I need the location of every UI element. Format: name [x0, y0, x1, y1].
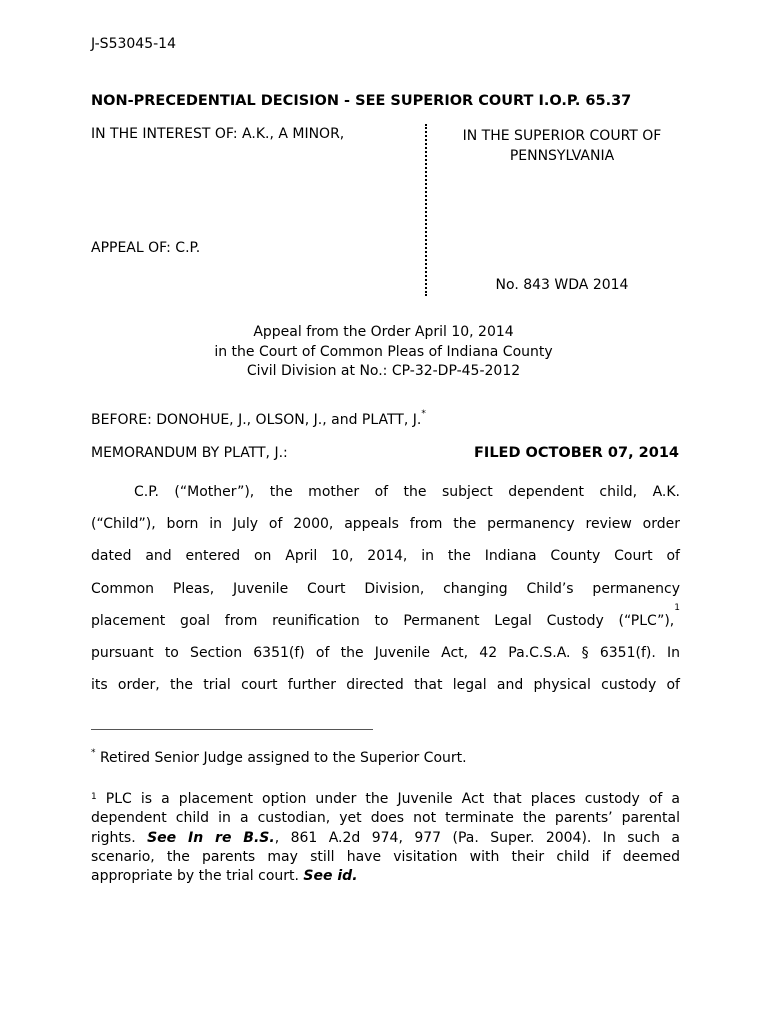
- footnote-text: rights.: [91, 829, 148, 846]
- memorandum-author: MEMORANDUM BY PLATT, J.:: [91, 445, 288, 461]
- appeal-from-block: [91, 323, 676, 382]
- footnote-text: , 861 A.2d 974, 977 (Pa. Super. 2004). In such a: [274, 829, 680, 846]
- footnote-star: [91, 750, 467, 766]
- footnote-line: dependent child in a custodian, yet does not terminate the parents’ parental: [91, 810, 680, 827]
- memorandum-body: [91, 476, 680, 701]
- body-line: Common Pleas, Juvenile Court Division, changing Child’s permanency: [91, 580, 680, 597]
- footnote-1: [91, 790, 680, 886]
- caption-divider: [425, 124, 427, 296]
- panel-judges: BEFORE: DONOHUE, J., OLSON, J., and PLATT, J.: [91, 412, 422, 428]
- footnote-line: [91, 867, 680, 886]
- decision-header: NON-PRECEDENTIAL DECISION - SEE SUPERIOR COURT I.O.P. 65.37: [91, 93, 632, 109]
- footnote-rule: [91, 729, 373, 730]
- court-line-1: IN THE SUPERIOR COURT OF: [462, 128, 662, 144]
- body-line: C.P. (“Mother”), the mother of the subject dependent child, A.K.: [134, 484, 680, 500]
- panel-before: [91, 409, 426, 428]
- footnote-text: Retired Senior Judge assigned to the Superior Court.: [95, 750, 467, 766]
- footnote-line: scenario, the parents may still have visitation with their child if deemed: [91, 848, 680, 865]
- footnote-text: PLC is a placement option under the Juvenile Act that places custody of a: [96, 791, 680, 807]
- filed-date: FILED OCTOBER 07, 2014: [474, 445, 679, 461]
- footnote-marker: *: [91, 748, 96, 758]
- footnote-line: [91, 829, 680, 848]
- footnote-line: [91, 790, 680, 809]
- court-line-2: PENNSYLVANIA: [509, 148, 615, 164]
- body-line: placement goal from reunification to Permanent Legal Custody (“PLC”),: [91, 612, 675, 629]
- caption-appeal-of: APPEAL OF: C.P.: [91, 240, 201, 256]
- footnote-marker: *: [421, 409, 426, 419]
- appeal-from-line: Civil Division at No.: CP-32-DP-45-2012: [246, 363, 521, 379]
- body-line: pursuant to Section 6351(f) of the Juvenile Act, 42 Pa.C.S.A. § 6351(f). In: [91, 645, 680, 662]
- case-citation: See In re B.S.: [147, 829, 275, 846]
- case-citation: See id.: [303, 868, 358, 885]
- caption-party: IN THE INTEREST OF: A.K., A MINOR,: [91, 126, 345, 142]
- appeal-from-line: in the Court of Common Pleas of Indiana County: [214, 343, 553, 360]
- body-line: (“Child”), born in July of 2000, appeals from the permanency review order: [91, 516, 680, 533]
- body-line-with-footnote: [91, 602, 680, 637]
- footnote-text: appropriate by the trial court.: [91, 868, 304, 885]
- footnote-marker: 1: [674, 602, 680, 613]
- body-line: dated and entered on April 10, 2014, in the Indiana County Court of: [91, 548, 680, 565]
- docket-number: J-S53045-14: [91, 36, 176, 52]
- body-line: its order, the trial court further directed that legal and physical custody of: [91, 677, 680, 694]
- caption-court: [440, 126, 684, 166]
- footnote-marker: 1: [91, 792, 97, 802]
- appeal-from-line: Appeal from the Order April 10, 2014: [253, 324, 514, 340]
- case-number: No. 843 WDA 2014: [495, 277, 629, 293]
